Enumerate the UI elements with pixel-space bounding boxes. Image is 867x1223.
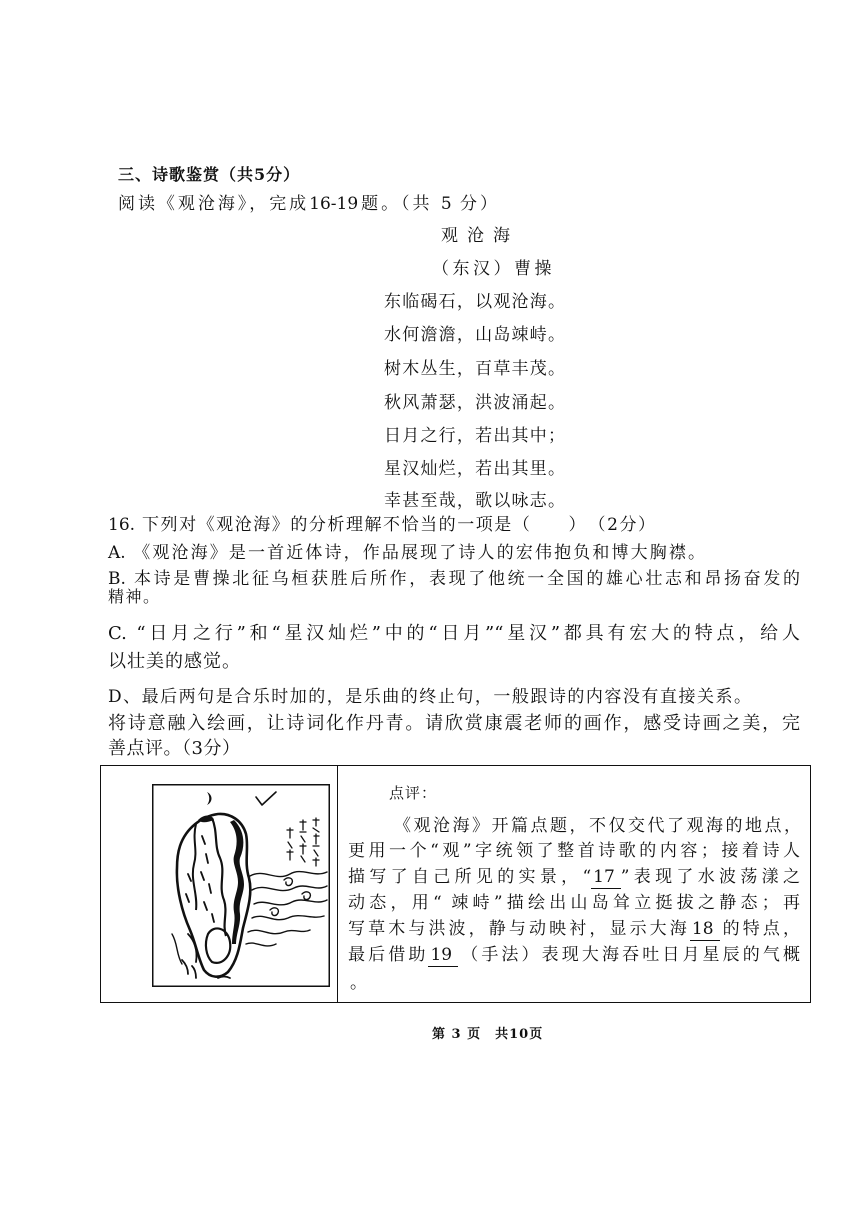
comment-line: 《观沧海》开篇点题，不仅交代了观海的地点， [394,816,801,836]
option-b: B. 本诗是曹操北征乌桓获胜后所作，表现了他统一全国的雄心壮志和昂扬奋发的 [108,569,800,589]
question-16-stem: 16. 下列对《观沧海》的分析理解不恰当的一项是（ ） （2分） [108,515,655,535]
comment-text: 最后借助 [348,945,429,965]
painting-task-text: 将诗意融入绘画，让诗词化作丹青。请欣赏康震老师的画作，感受诗画之美，完 [108,713,800,734]
answer-blank-18: 18 [690,919,720,941]
comment-line [348,921,800,938]
poem-line: 东临碣石，以观沧海。 [384,292,565,312]
painting-task-text-continued: 善点评。（3分） [108,738,241,759]
comment-text: 描写了自己所见的实景，“ [348,867,592,887]
poem-line: 树木丛生，百草丰茂。 [384,359,565,379]
comment-line [348,947,800,964]
section-instruction: 阅读《观沧海》，完成16-19题。（共 5 分） [118,194,497,214]
option-d: D、最后两句是合乐时加的，是乐曲的终止句，一般跟诗的内容没有直接关系。 [108,687,751,707]
poem-author: （东汉）曹操 [432,259,555,279]
comment-line: 更用一个“观”字统领了整首诗歌的内容；接着诗人 [348,841,800,861]
poem-line: 星汉灿烂，若出其里。 [384,459,565,479]
comment-line: 动态，用“ 竦峙”描绘出山岛耸立挺拔之静态；再 [348,893,800,913]
answer-blank-17: 17 [591,867,621,889]
option-a: A. 《观沧海》是一首近体诗，作品展现了诗人的宏伟抱负和博大胸襟。 [108,543,705,563]
option-b-continued: 精神。 [108,587,161,606]
poem-line: 日月之行，若出其中； [384,426,565,446]
landscape-painting [152,784,330,987]
comment-text: （手法）表现大海吞吐日月星辰的气概 [458,945,801,965]
option-c: C. “日月之行”和“星汉灿烂”中的“日月”“星汉”都具有宏大的特点，给人 [108,623,800,644]
painting-cell [101,766,337,1002]
section-title: 三、诗歌鉴赏（共5分） [118,165,301,184]
painting-comment-table [100,765,811,1003]
page-footer: 第 3 页 共10页 [432,1027,544,1042]
comment-cell [337,766,809,1002]
comment-text: 的特点， [719,919,801,939]
comment-line: 。 [350,973,367,993]
comment-label: 点评： [389,784,438,802]
poem-line: 水何澹澹，山岛竦峙。 [384,325,565,345]
poem-line: 幸甚至哉，歌以咏志。 [384,491,565,511]
poem-title: 观沧海 [441,226,519,246]
comment-text: 写草木与洪波，静与动映衬，显示大海 [348,919,690,939]
option-c-continued: 以壮美的感觉。 [108,651,241,672]
poem-line: 秋风萧瑟，洪波涌起。 [384,393,565,413]
comment-line [348,869,800,886]
comment-text: ”表现了水波荡漾之 [620,867,800,887]
answer-blank-19: 19 [428,945,458,967]
